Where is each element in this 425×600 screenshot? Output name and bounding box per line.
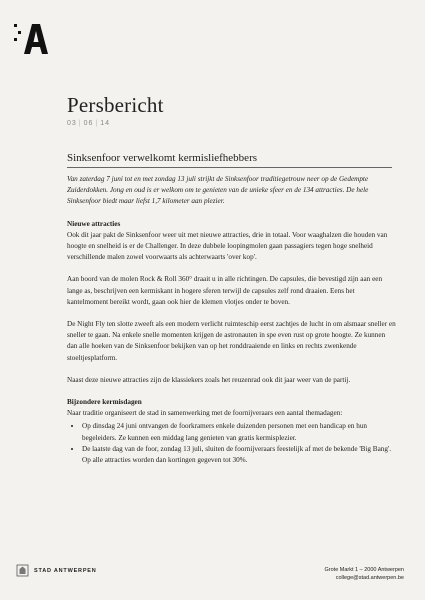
paragraph: Aan boord van de molen Rock & Roll 360° draait u in alle richtingen. De capsules, die bevestigd zijn aan een lange as, beschrijven een kermiskant in hogere sferen terwijl de capsules zelf rond draaien. Eens het kantelmoment bereikt wordt, gaan ook hier de klemen vlotjes onder te boven. bbox=[67, 275, 383, 306]
article-headline: Sinksenfoor verwelkomt kermisliefhebbers bbox=[67, 152, 258, 164]
date-year: 14 bbox=[100, 120, 111, 127]
paragraph: Naar traditie organiseert de stad in samenwerking met de foornijveraars een aantal themadagen: bbox=[67, 409, 343, 418]
list-item: • De laatste dag van de foor, zondag 13 juli, sluiten de foornijveraars feestelijk af met de bekende 'Big Bang'. Op alle attracties worden dan kortingen gegeven tot 30%. bbox=[82, 444, 397, 466]
article-intro: Van zaterdag 7 juni tot en met zondag 13 juli strijkt de Sinksenfoor traditiegetrouw neer op de Gedempte Zuiderdokken. Jong en oud is er welkom om te genieten van de unieke sfeer en de 134 attracties. De hele Sinksenfoor biedt maar liefst 1,7 kilometer aan plezier. bbox=[67, 175, 369, 206]
section-heading-special-days: Bijzondere kermisdagen bbox=[67, 398, 142, 407]
date-month: 06 bbox=[83, 120, 94, 127]
paragraph: Naast deze nieuwe attracties zijn de klassiekers zoals het reuzenrad ook dit jaar weer van de partij. bbox=[67, 375, 351, 384]
article-body bbox=[67, 174, 397, 466]
section-heading-new-attractions: Nieuwe attracties bbox=[67, 219, 121, 228]
list-item: • Op dinsdag 24 juni ontvangen de foorkramers enkele duizenden personen met een handicap en hun begeleiders. Ze kunnen een middag lang genieten van gratis kermisplezier. bbox=[82, 421, 397, 443]
date-day: 03 bbox=[67, 120, 77, 127]
footer-address bbox=[325, 567, 405, 582]
paragraph: Ook dit jaar pakt de Sinksenfoor weer uit met nieuwe attracties, drie in totaal. Voor waaghalzen die houden van hoogte en snelheid is er de Challenger. In deze dubbele loopingmolen gaan passagiers tegen hoge snelheid verschillende malen zowel voorwaarts als achterwaarts 'over kop'. bbox=[67, 230, 388, 262]
address-line: Grote Markt 1 – 2000 Antwerpen bbox=[324, 567, 404, 573]
footer-brand bbox=[16, 564, 97, 577]
headline-divider bbox=[67, 167, 392, 168]
release-date: 03 | 06 | 14 bbox=[67, 120, 111, 127]
page-title: Persbericht bbox=[67, 93, 164, 117]
antwerpen-a-logo-icon bbox=[12, 18, 52, 58]
stad-antwerpen-emblem-icon bbox=[16, 564, 29, 577]
email-address: college@stad.antwerpen.be bbox=[335, 574, 404, 581]
themed-days-list bbox=[67, 421, 397, 466]
footer-brand-name: STAD ANTWERPEN bbox=[34, 567, 97, 574]
paragraph: De Night Fly ten slotte zweeft als een modern verlicht ruimteschip eerst zachtjes de lucht in om alsmaar sneller en sneller te gaan. Na enkele snelle momenten krijgen de astronauten in spe even rust op grote hoogte. Ze kunnen dan alle hoeken van de Sinksenfoor bekijken van op het ronddraaiende en links en rechts zwenkende stoeltjesplatform. bbox=[67, 320, 396, 362]
